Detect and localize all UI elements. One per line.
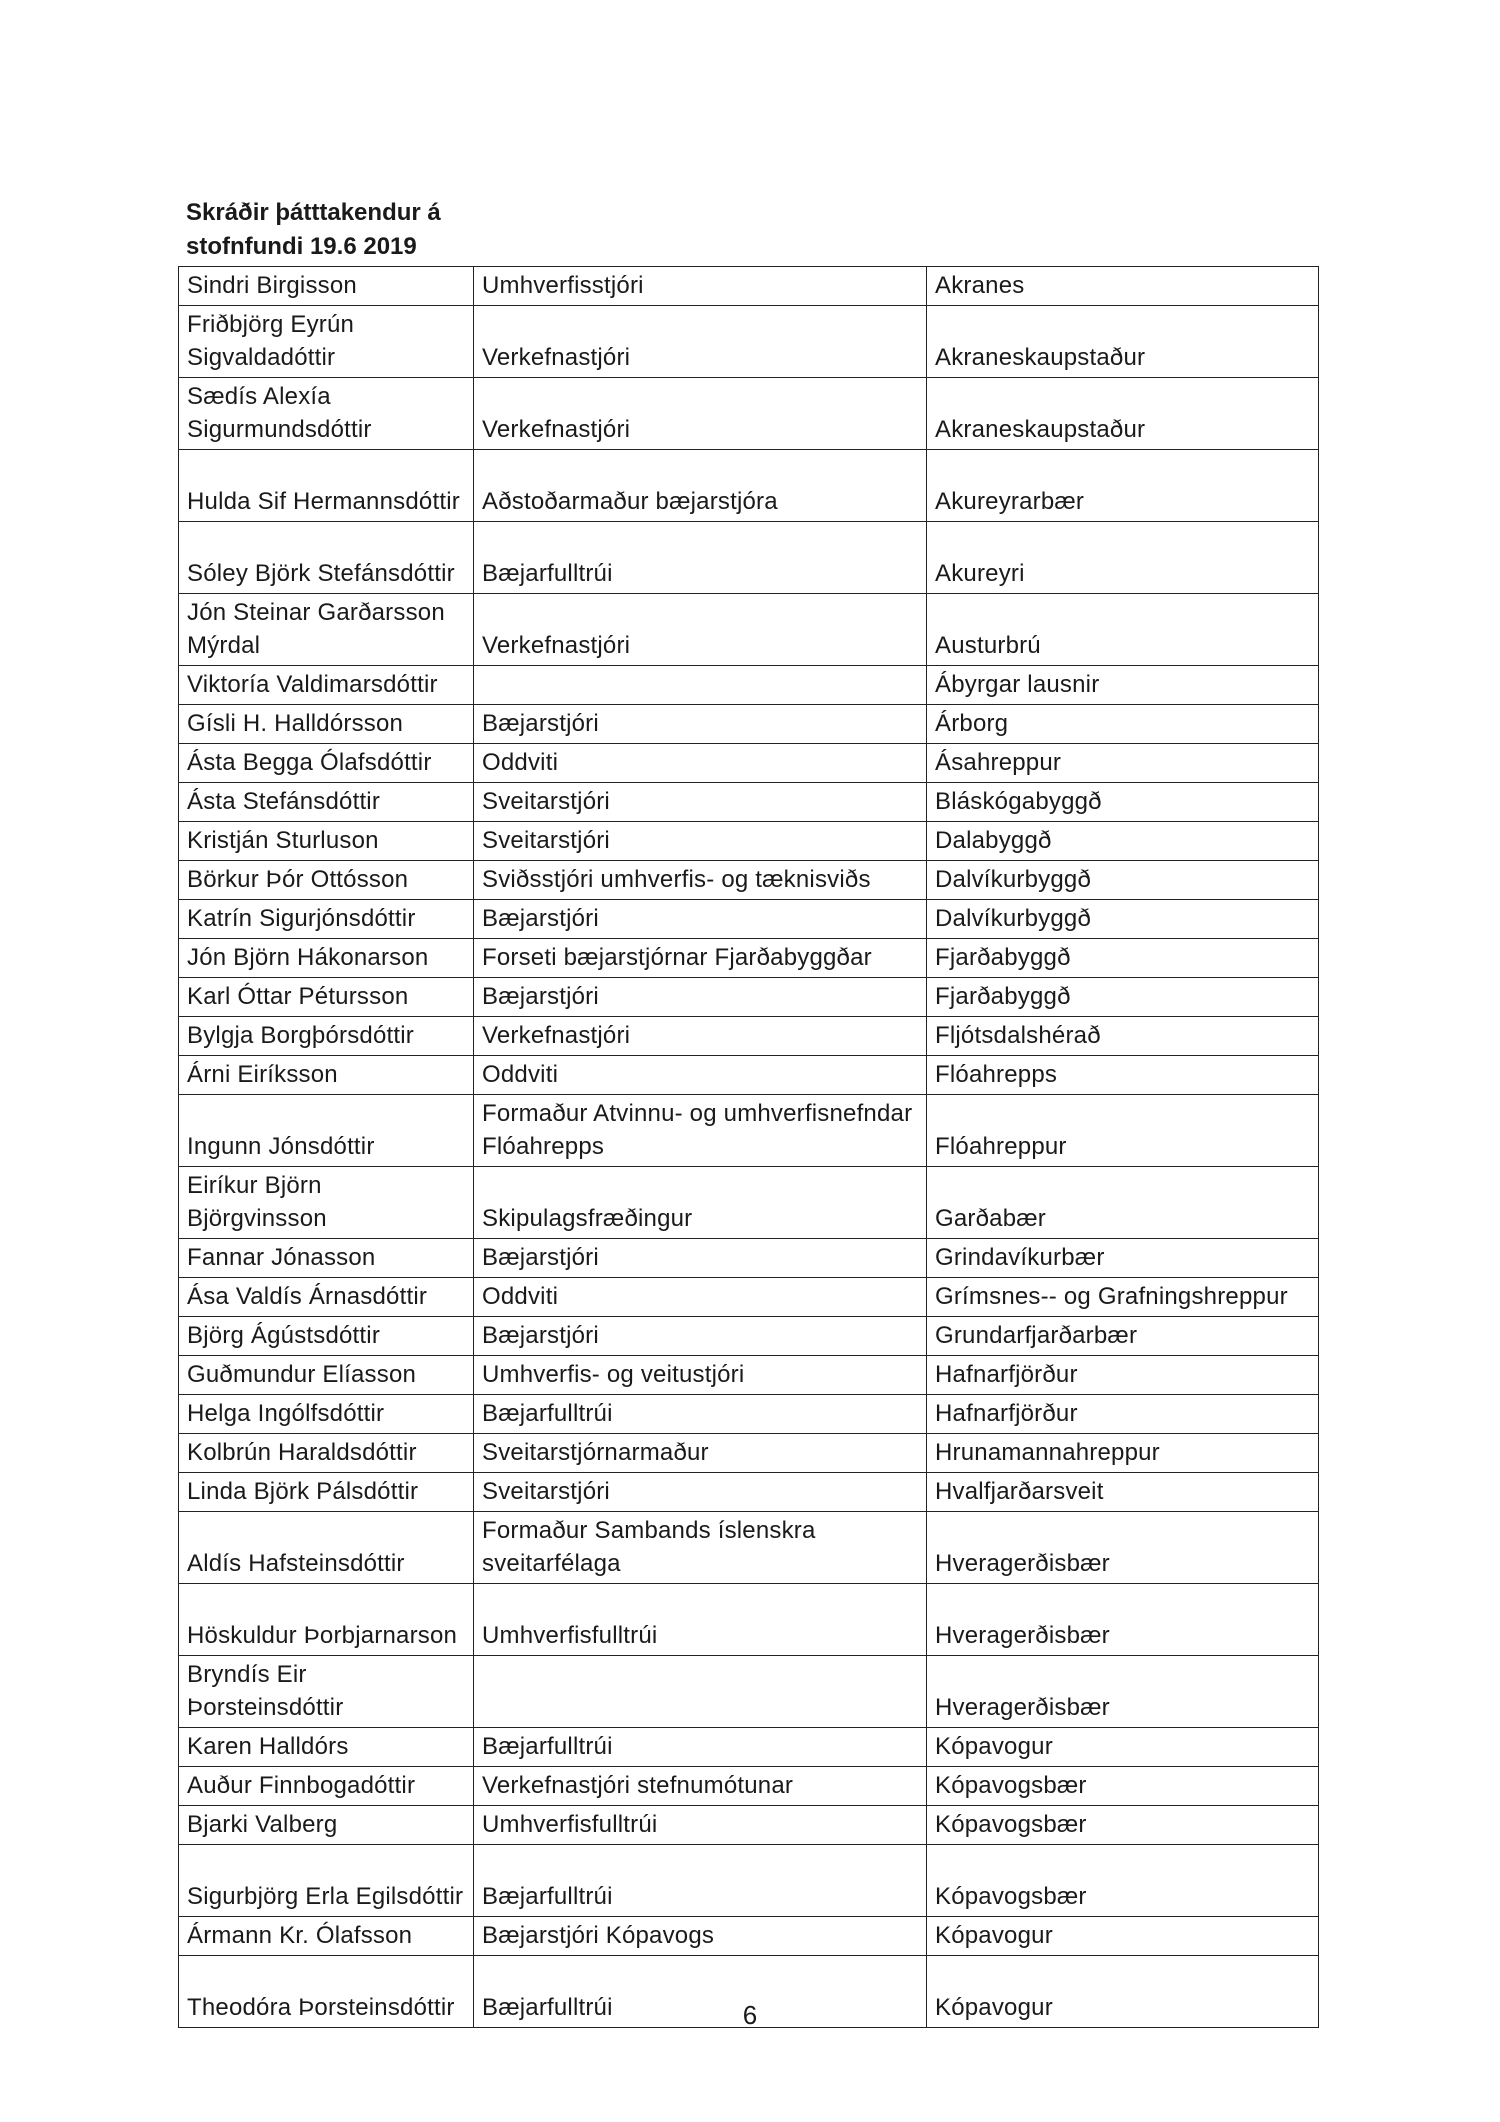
participant-name: Jón Björn Hákonarson <box>179 939 474 978</box>
participant-name: Björg Ágústsdóttir <box>179 1317 474 1356</box>
participant-role: Sviðsstjóri umhverfis- og tæknisviðs <box>474 861 927 900</box>
participant-organization: Flóahrepps <box>927 1056 1319 1095</box>
table-row <box>179 1017 1319 1056</box>
participant-role: Verkefnastjóri <box>474 1017 927 1056</box>
participant-name: Karl Óttar Pétursson <box>179 978 474 1017</box>
participant-organization: Hafnarfjörður <box>927 1356 1319 1395</box>
table-row <box>179 1239 1319 1278</box>
table-row <box>179 744 1319 783</box>
table-row <box>179 1395 1319 1434</box>
participant-name: Bjarki Valberg <box>179 1806 474 1845</box>
table-row <box>179 1845 1319 1917</box>
participant-role: Umhverfisstjóri <box>474 267 927 306</box>
participant-role: Bæjarstjóri <box>474 1317 927 1356</box>
table-row <box>179 978 1319 1017</box>
participant-organization: Ábyrgar lausnir <box>927 666 1319 705</box>
participant-role: Sveitarstjóri <box>474 1473 927 1512</box>
participant-name: Friðbjörg Eyrún Sigvaldadóttir <box>179 306 474 378</box>
participant-role: Bæjarstjóri <box>474 978 927 1017</box>
table-row <box>179 450 1319 522</box>
participant-role: Skipulagsfræðingur <box>474 1167 927 1239</box>
participant-organization: Akraneskaupstaður <box>927 378 1319 450</box>
participant-organization: Hveragerðisbær <box>927 1584 1319 1656</box>
participant-name: Börkur Þór Ottósson <box>179 861 474 900</box>
participant-organization: Akureyri <box>927 522 1319 594</box>
participant-name: Guðmundur Elíasson <box>179 1356 474 1395</box>
participant-organization: Akureyrarbær <box>927 450 1319 522</box>
table-row <box>179 1434 1319 1473</box>
participant-name: Katrín Sigurjónsdóttir <box>179 900 474 939</box>
participant-role: Sveitarstjórnarmaður <box>474 1434 927 1473</box>
participant-role: Oddviti <box>474 1056 927 1095</box>
participant-organization: Dalabyggð <box>927 822 1319 861</box>
participant-organization: Fjarðabyggð <box>927 978 1319 1017</box>
participant-name: Fannar Jónasson <box>179 1239 474 1278</box>
table-row <box>179 705 1319 744</box>
document-title <box>186 196 516 264</box>
participant-organization: Fjarðabyggð <box>927 939 1319 978</box>
participant-role: Umhverfisfulltrúi <box>474 1806 927 1845</box>
table-row <box>179 783 1319 822</box>
table-row <box>179 1767 1319 1806</box>
participant-name: Ármann Kr. Ólafsson <box>179 1917 474 1956</box>
participant-name: Bryndís Eir Þorsteinsdóttir <box>179 1656 474 1728</box>
participant-organization: Kópavogsbær <box>927 1806 1319 1845</box>
participant-organization: Kópavogur <box>927 1917 1319 1956</box>
participant-name: Jón Steinar Garðarsson Mýrdal <box>179 594 474 666</box>
participant-organization: Grímsnes-- og Grafningshreppur <box>927 1278 1319 1317</box>
participant-role: Verkefnastjóri stefnumótunar <box>474 1767 927 1806</box>
table-row <box>179 1917 1319 1956</box>
table-row <box>179 939 1319 978</box>
table-row <box>179 1317 1319 1356</box>
participant-organization: Dalvíkurbyggð <box>927 861 1319 900</box>
participant-role: Verkefnastjóri <box>474 378 927 450</box>
participant-name: Hulda Sif Hermannsdóttir <box>179 450 474 522</box>
table-row <box>179 522 1319 594</box>
table-row <box>179 861 1319 900</box>
participant-organization: Hrunamannahreppur <box>927 1434 1319 1473</box>
participant-name: Auður Finnbogadóttir <box>179 1767 474 1806</box>
participant-organization: Austurbrú <box>927 594 1319 666</box>
participant-name: Gísli H. Halldórsson <box>179 705 474 744</box>
table-row <box>179 1095 1319 1167</box>
participant-role: Bæjarfulltrúi <box>474 1395 927 1434</box>
participant-name: Eiríkur Björn Björgvinsson <box>179 1167 474 1239</box>
participant-role: Oddviti <box>474 1278 927 1317</box>
title-line-1: Skráðir þátttakendur á <box>186 199 441 226</box>
participant-role: Umhverfisfulltrúi <box>474 1584 927 1656</box>
participant-role <box>474 666 927 705</box>
table-row <box>179 1056 1319 1095</box>
participant-role: Bæjarstjóri <box>474 705 927 744</box>
table-row <box>179 1728 1319 1767</box>
participant-role: Verkefnastjóri <box>474 594 927 666</box>
participant-organization: Ásahreppur <box>927 744 1319 783</box>
participant-name: Linda Björk Pálsdóttir <box>179 1473 474 1512</box>
participant-role: Bæjarstjóri <box>474 900 927 939</box>
participant-role: Oddviti <box>474 744 927 783</box>
participants-table <box>178 266 1319 2028</box>
participant-organization: Hvalfjarðarsveit <box>927 1473 1319 1512</box>
participant-role <box>474 1656 927 1728</box>
table-row <box>179 900 1319 939</box>
table-row <box>179 1584 1319 1656</box>
participant-role: Bæjarfulltrúi <box>474 1956 927 2028</box>
participant-name: Sigurbjörg Erla Egilsdóttir <box>179 1845 474 1917</box>
table-row <box>179 1167 1319 1239</box>
table-row <box>179 1473 1319 1512</box>
table-row <box>179 1512 1319 1584</box>
participant-organization: Flóahreppur <box>927 1095 1319 1167</box>
participant-name: Kolbrún Haraldsdóttir <box>179 1434 474 1473</box>
participant-name: Sindri Birgisson <box>179 267 474 306</box>
participant-organization: Akraneskaupstaður <box>927 306 1319 378</box>
participant-name: Kristján Sturluson <box>179 822 474 861</box>
participant-name: Karen Halldórs <box>179 1728 474 1767</box>
page-number: 6 <box>742 2000 758 2030</box>
participant-role: Bæjarstjóri Kópavogs <box>474 1917 927 1956</box>
participant-role: Bæjarstjóri <box>474 1239 927 1278</box>
table-row <box>179 822 1319 861</box>
participant-name: Theodóra Þorsteinsdóttir <box>179 1956 474 2028</box>
participant-role: Forseti bæjarstjórnar Fjarðabyggðar <box>474 939 927 978</box>
table-row <box>179 267 1319 306</box>
participant-organization: Árborg <box>927 705 1319 744</box>
table-row <box>179 1806 1319 1845</box>
table-row <box>179 306 1319 378</box>
table-row <box>179 1356 1319 1395</box>
participant-role: Bæjarfulltrúi <box>474 1728 927 1767</box>
participant-name: Sædís Alexía Sigurmundsdóttir <box>179 378 474 450</box>
participant-name: Ásta Stefánsdóttir <box>179 783 474 822</box>
participant-organization: Grindavíkurbær <box>927 1239 1319 1278</box>
participant-role: Bæjarfulltrúi <box>474 1845 927 1917</box>
participant-organization: Bláskógabyggð <box>927 783 1319 822</box>
table-row <box>179 594 1319 666</box>
table-row <box>179 1656 1319 1728</box>
participant-organization: Kópavogur <box>927 1956 1319 2028</box>
participant-organization: Hveragerðisbær <box>927 1656 1319 1728</box>
participant-name: Árni Eiríksson <box>179 1056 474 1095</box>
participant-role: Aðstoðarmaður bæjarstjóra <box>474 450 927 522</box>
participant-role: Sveitarstjóri <box>474 783 927 822</box>
participant-organization: Fljótsdalshérað <box>927 1017 1319 1056</box>
table-row <box>179 666 1319 705</box>
participant-name: Ásta Begga Ólafsdóttir <box>179 744 474 783</box>
participant-name: Viktoría Valdimarsdóttir <box>179 666 474 705</box>
participant-role: Verkefnastjóri <box>474 306 927 378</box>
participant-organization: Grundarfjarðarbær <box>927 1317 1319 1356</box>
participant-name: Bylgja Borgþórsdóttir <box>179 1017 474 1056</box>
participant-organization: Hveragerðisbær <box>927 1512 1319 1584</box>
participant-organization: Garðabær <box>927 1167 1319 1239</box>
participant-name: Sóley Björk Stefánsdóttir <box>179 522 474 594</box>
participant-organization: Dalvíkurbyggð <box>927 900 1319 939</box>
participant-role: Formaður Sambands íslenskra sveitarfélaga <box>474 1512 927 1584</box>
participant-name: Ása Valdís Árnasdóttir <box>179 1278 474 1317</box>
title-line-2: stofnfundi 19.6 2019 <box>186 233 417 260</box>
participant-organization: Kópavogur <box>927 1728 1319 1767</box>
participant-organization: Akranes <box>927 267 1319 306</box>
participant-name: Aldís Hafsteinsdóttir <box>179 1512 474 1584</box>
table-row <box>179 378 1319 450</box>
participant-role: Bæjarfulltrúi <box>474 522 927 594</box>
participant-role: Formaður Atvinnu- og umhverfisnefndar Flóahrepps <box>474 1095 927 1167</box>
participant-name: Ingunn Jónsdóttir <box>179 1095 474 1167</box>
table-row <box>179 1278 1319 1317</box>
participant-name: Helga Ingólfsdóttir <box>179 1395 474 1434</box>
participant-name: Höskuldur Þorbjarnarson <box>179 1584 474 1656</box>
participant-organization: Kópavogsbær <box>927 1767 1319 1806</box>
participant-organization: Kópavogsbær <box>927 1845 1319 1917</box>
participant-role: Sveitarstjóri <box>474 822 927 861</box>
participant-role: Umhverfis- og veitustjóri <box>474 1356 927 1395</box>
participant-organization: Hafnarfjörður <box>927 1395 1319 1434</box>
